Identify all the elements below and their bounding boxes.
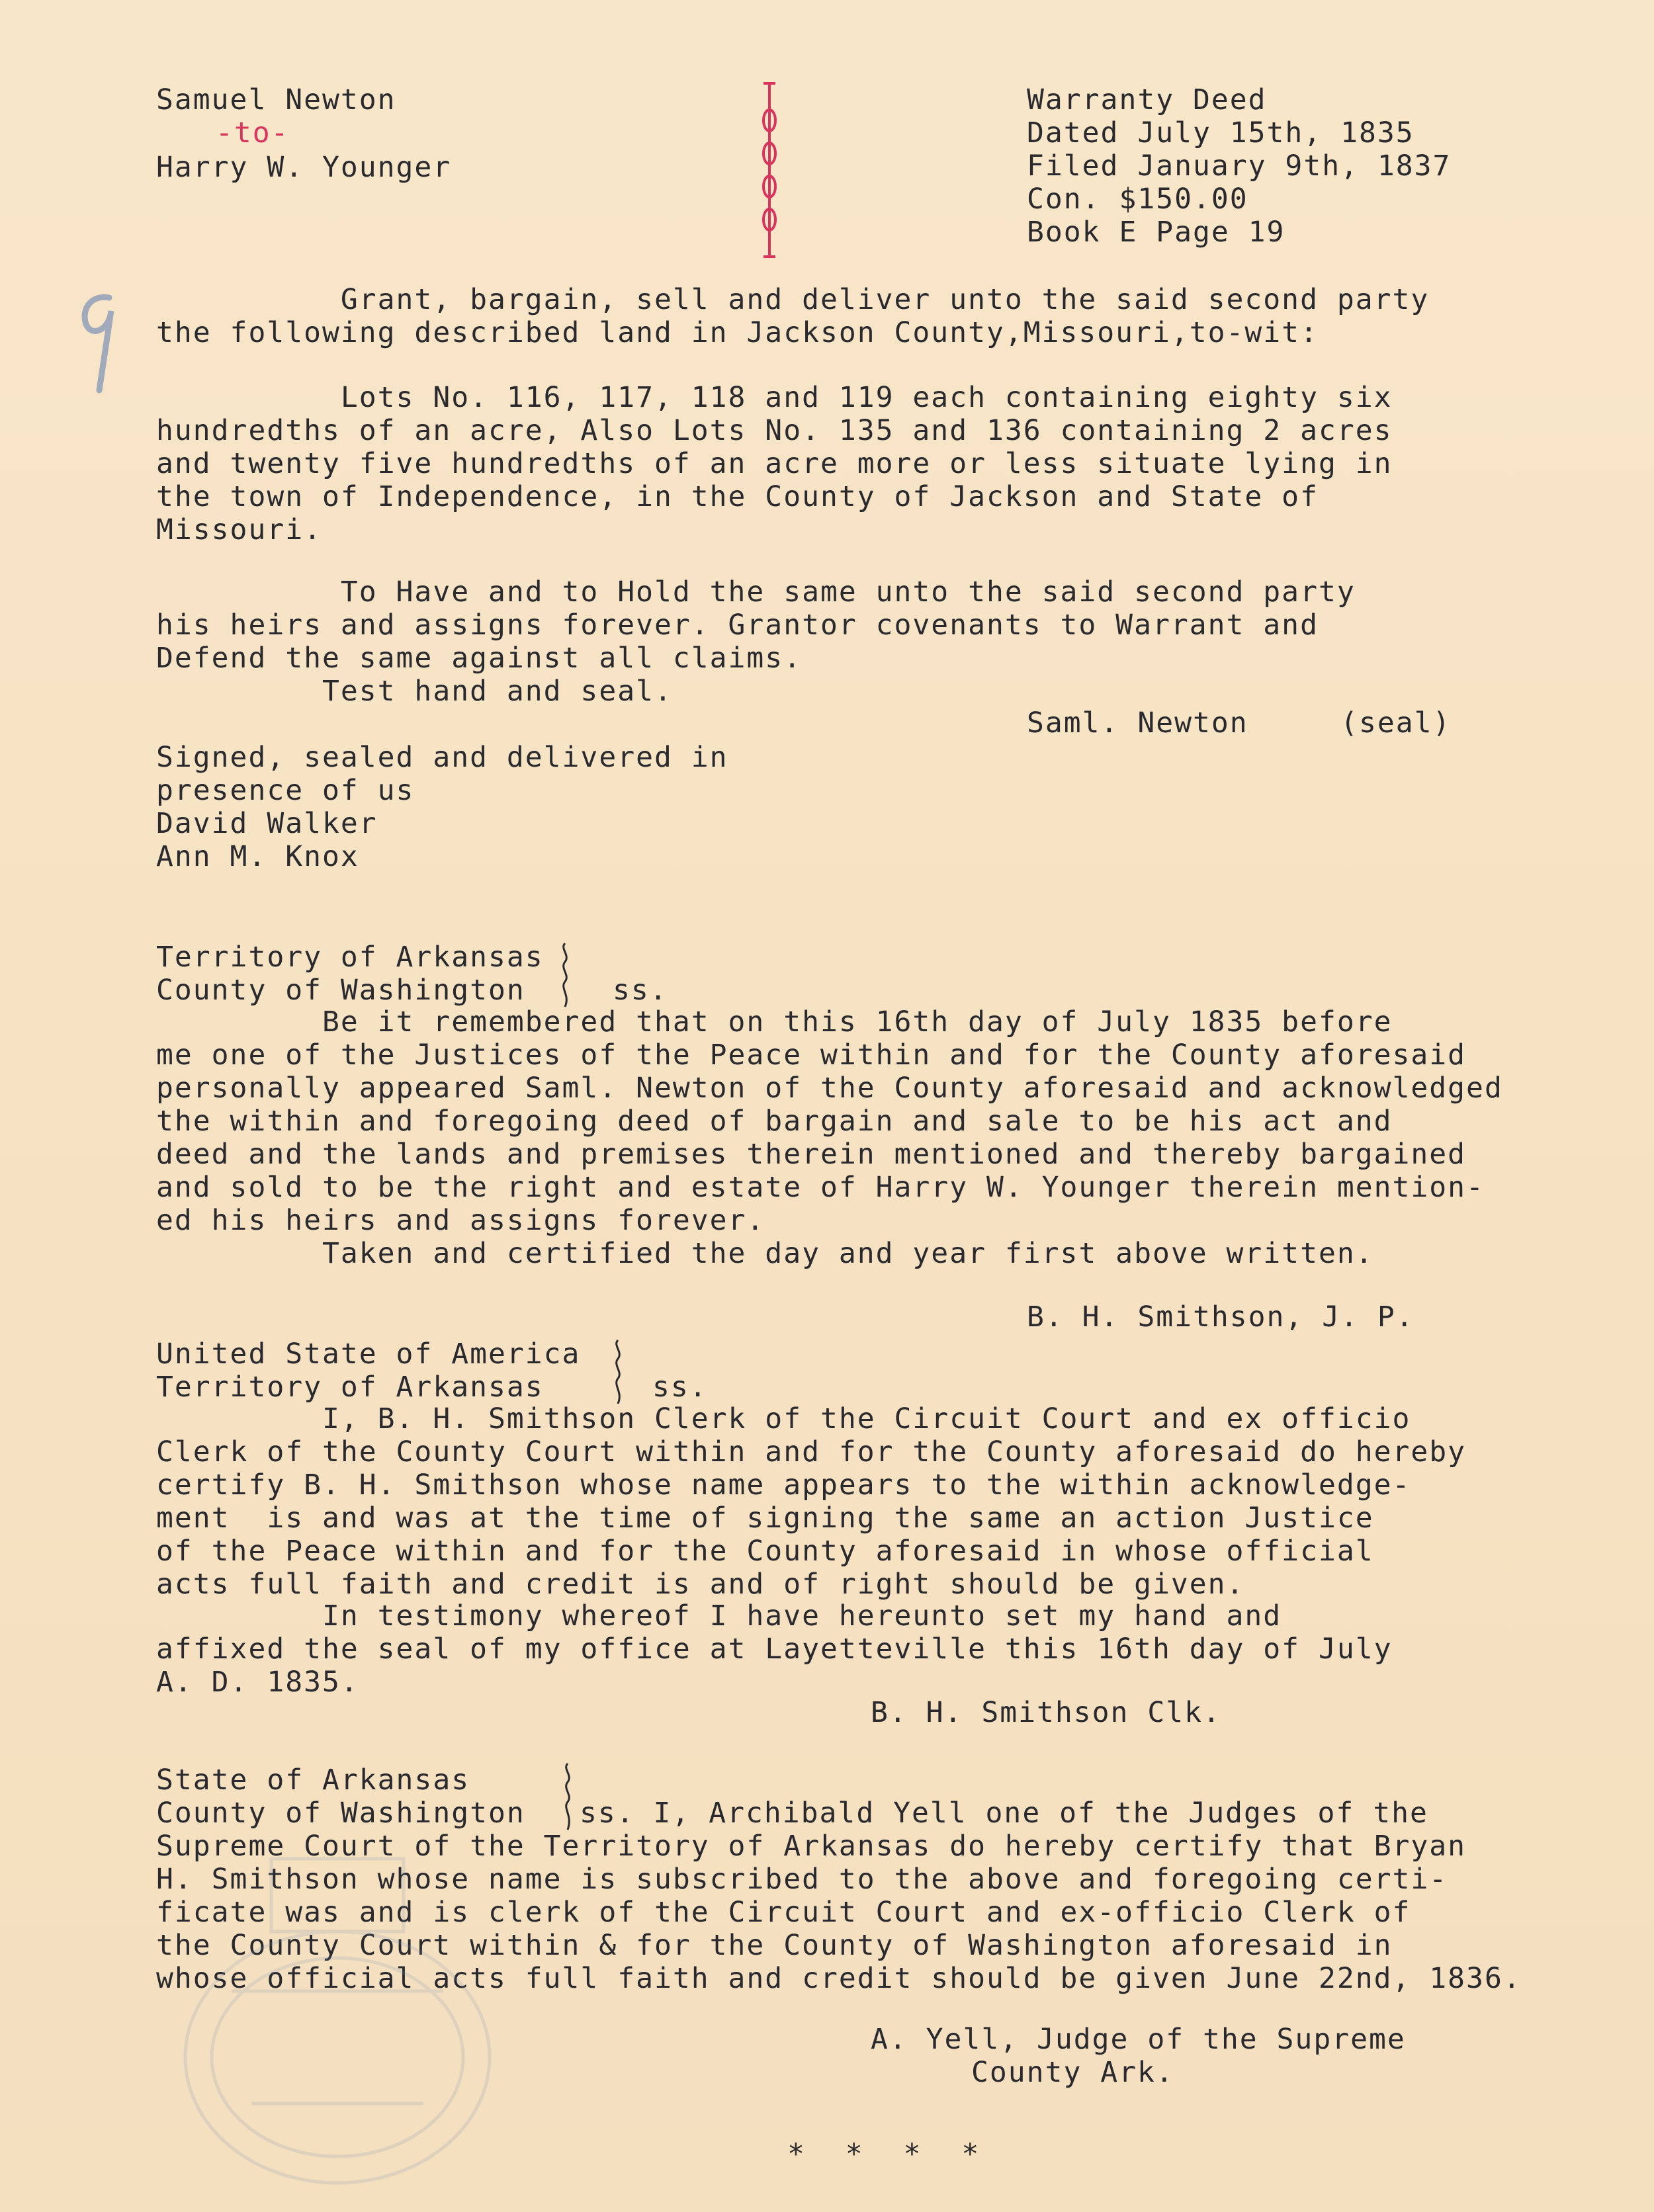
- cert1-line-4: ment is and was at the time of signing the same an action Justice: [156, 1502, 1374, 1535]
- book-page-line: Book E Page 19: [1027, 216, 1285, 249]
- cert1-line-8: affixed the seal of my office at Layetteville this 16th day of July: [156, 1633, 1393, 1666]
- lots-line-4: the town of Independence, in the County of Jackson and State of: [156, 480, 1319, 513]
- grantor-name: Samuel Newton: [156, 83, 396, 116]
- filed-line: Filed January 9th, 1837: [1027, 149, 1452, 183]
- lots-line-5: Missouri.: [156, 513, 322, 546]
- cert1-line-6: acts full faith and credit is and of right should be given.: [156, 1568, 1245, 1601]
- cert2-line-2: Supreme Court of the Territory of Arkansas do hereby certify that Bryan: [156, 1830, 1467, 1863]
- witness-name-2: Ann M. Knox: [156, 840, 359, 873]
- embossed-seal-ghost: [99, 1839, 562, 2196]
- lots-line-2: hundredths of an acre, Also Lots No. 135 and 136 containing 2 acres: [156, 414, 1393, 447]
- ack-line-5: deed and the lands and premises therein mentioned and thereby bargained: [156, 1138, 1467, 1171]
- venue-brace-2: [610, 1339, 626, 1405]
- ack-line-8: Taken and certified the day and year first above written.: [156, 1237, 1374, 1270]
- witness-name-1: David Walker: [156, 807, 378, 840]
- ack-ss: ss.: [613, 974, 668, 1007]
- grantee-name: Harry W. Younger: [156, 151, 452, 184]
- cert2-line-6: whose official acts full faith and credit should be given June 22nd, 1836.: [156, 1962, 1522, 1995]
- grant-line-1: Grant, bargain, sell and deliver unto the said second party: [156, 283, 1430, 316]
- cert1-line-7: In testimony whereof I have hereunto set my hand and: [156, 1599, 1282, 1633]
- grant-line-2: the following described land in Jackson County,Missouri,to-wit:: [156, 316, 1319, 349]
- cert2-line-5: the County Court within & for the County of Washington aforesaid in: [156, 1929, 1393, 1962]
- consideration-line: Con. $150.00: [1027, 183, 1248, 216]
- cert1-venue-1: United State of America: [156, 1338, 581, 1371]
- habendum-line-2: his heirs and assigns forever. Grantor covenants to Warrant and: [156, 609, 1319, 642]
- ack-venue-1: Territory of Arkansas: [156, 941, 544, 974]
- ack-line-1: Be it remembered that on this 16th day of July 1835 before: [156, 1005, 1393, 1039]
- habendum-line-4: Test hand and seal.: [156, 675, 673, 708]
- cert1-line-5: of the Peace within and for the County aforesaid in whose official: [156, 1535, 1374, 1568]
- cert1-line-9: A. D. 1835.: [156, 1666, 359, 1699]
- cert2-line-4: ficate was and is clerk of the Circuit Court and ex-officio Clerk of: [156, 1896, 1411, 1929]
- cert1-venue-2: Territory of Arkansas: [156, 1371, 544, 1404]
- end-stars: * * * *: [787, 2138, 991, 2171]
- venue-brace-3: [560, 1762, 576, 1831]
- dated-line: Dated July 15th, 1835: [1027, 116, 1415, 149]
- witness-line-1: Signed, sealed and delivered in: [156, 741, 728, 774]
- grantor-signature: Saml. Newton (seal): [1027, 706, 1452, 740]
- ack-venue-2: County of Washington: [156, 974, 525, 1007]
- cert2-line-1: ss. I, Archibald Yell one of the Judges of the: [580, 1797, 1428, 1830]
- cert1-line-3: certify B. H. Smithson whose name appears to the within acknowledge-: [156, 1468, 1411, 1502]
- cert1-ss: ss.: [652, 1371, 708, 1404]
- witness-line-2: presence of us: [156, 774, 415, 807]
- ack-line-6: and sold to be the right and estate of Harry W. Younger therein mention-: [156, 1171, 1485, 1204]
- habendum-line-1: To Have and to Hold the same unto the said second party: [156, 575, 1356, 609]
- lots-line-1: Lots No. 116, 117, 118 and 119 each containing eighty six: [156, 381, 1393, 414]
- cert2-venue-2: County of Washington: [156, 1797, 525, 1830]
- to-label: -to-: [216, 116, 290, 149]
- cert1-line-1: I, B. H. Smithson Clerk of the Circuit Court and ex officio: [156, 1402, 1411, 1435]
- cert2-venue-1: State of Arkansas: [156, 1764, 470, 1797]
- cert2-signature-1: A. Yell, Judge of the Supreme: [871, 2023, 1406, 2056]
- red-divider-ornament: [754, 81, 785, 259]
- cert1-line-2: Clerk of the County Court within and for the County aforesaid do hereby: [156, 1435, 1467, 1468]
- habendum-line-3: Defend the same against all claims.: [156, 642, 803, 675]
- ack-line-4: the within and foregoing deed of bargain and sale to be his act and: [156, 1105, 1393, 1138]
- cert2-signature-2: County Ark.: [971, 2056, 1174, 2089]
- ack-line-3: personally appeared Saml. Newton of the County aforesaid and acknowledged: [156, 1072, 1503, 1105]
- lots-line-3: and twenty five hundredths of an acre more or less situate lying in: [156, 447, 1393, 480]
- doc-type: Warranty Deed: [1027, 83, 1267, 116]
- cert2-line-3: H. Smithson whose name is subscribed to the above and foregoing certi-: [156, 1863, 1448, 1896]
- pencil-margin-mark: [73, 291, 126, 397]
- venue-brace: [557, 942, 573, 1008]
- ack-line-7: ed his heirs and assigns forever.: [156, 1204, 765, 1237]
- ack-line-2: me one of the Justices of the Peace within and for the County aforesaid: [156, 1039, 1467, 1072]
- ack-signature: B. H. Smithson, J. P.: [1027, 1300, 1415, 1334]
- cert1-signature: B. H. Smithson Clk.: [871, 1696, 1221, 1729]
